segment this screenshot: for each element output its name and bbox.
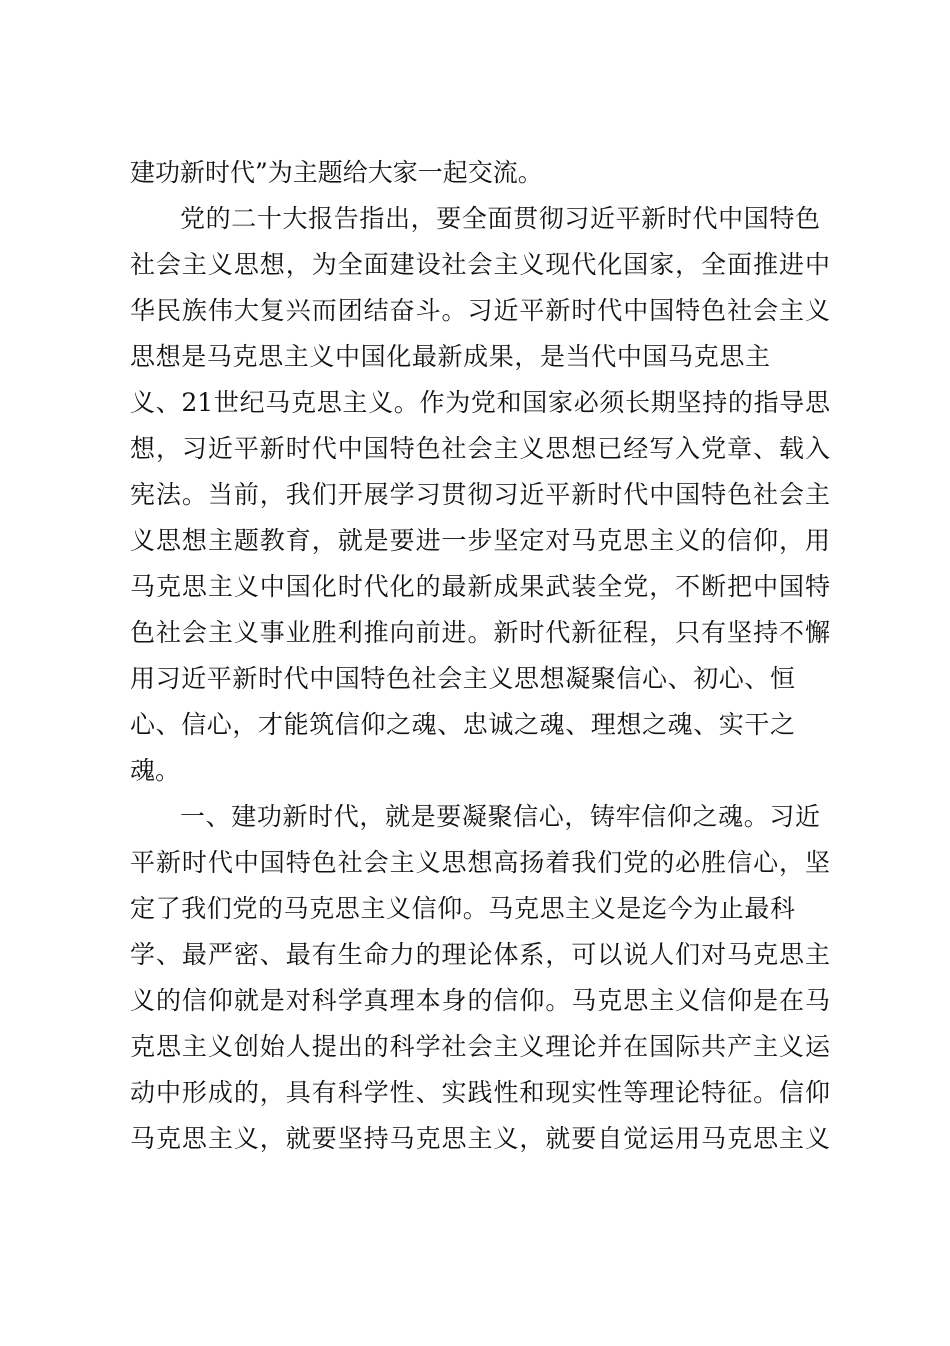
text-line-1: 建功新时代”为主题给大家一起交流。 bbox=[130, 158, 543, 187]
text-line-7: 想，习近平新时代中国特色社会主义思想已经写入党章、载入 bbox=[130, 434, 830, 463]
text-line-12: 用习近平新时代中国特色社会主义思想凝聚信心、初心、恒 bbox=[130, 664, 795, 693]
text-line-15: 一、建功新时代，就是要凝聚信心，铸牢信仰之魂。习近 bbox=[180, 802, 820, 831]
text-line-17: 定了我们党的马克思主义信仰。马克思主义是迄今为止最科 bbox=[130, 894, 795, 923]
text-line-18: 学、最严密、最有生命力的理论体系，可以说人们对马克思主 bbox=[130, 940, 830, 969]
text-line-3: 社会主义思想，为全面建设社会主义现代化国家，全面推进中 bbox=[130, 250, 830, 279]
text-line-16: 平新时代中国特色社会主义思想高扬着我们党的必胜信心，坚 bbox=[130, 848, 830, 877]
text-line-21: 动中形成的，具有科学性、实践性和现实性等理论特征。信仰 bbox=[130, 1078, 830, 1107]
text-line-6: 义、21世纪马克思主义。作为党和国家必须长期坚持的指导思 bbox=[130, 388, 830, 417]
text-line-11: 色社会主义事业胜利推向前进。新时代新征程，只有坚持不懈 bbox=[130, 618, 830, 647]
text-line-10: 马克思主义中国化时代化的最新成果武装全党，不断把中国特 bbox=[130, 572, 830, 601]
text-line-20: 克思主义创始人提出的科学社会主义理论并在国际共产主义运 bbox=[130, 1032, 830, 1061]
text-line-13: 心、信心，才能筑信仰之魂、忠诚之魂、理想之魂、实干之 bbox=[130, 710, 795, 739]
text-line-19: 义的信仰就是对科学真理本身的信仰。马克思主义信仰是在马 bbox=[130, 986, 830, 1015]
text-line-4: 华民族伟大复兴而团结奋斗。习近平新时代中国特色社会主义 bbox=[130, 296, 830, 325]
text-line-14: 魂。 bbox=[130, 756, 181, 785]
text-line-9: 义思想主题教育，就是要进一步坚定对马克思主义的信仰，用 bbox=[130, 526, 830, 555]
text-line-22: 马克思主义，就要坚持马克思主义，就要自觉运用马克思主义 bbox=[130, 1124, 830, 1153]
text-line-5: 思想是马克思主义中国化最新成果，是当代中国马克思主 bbox=[130, 342, 770, 371]
text-line-2: 党的二十大报告指出，要全面贯彻习近平新时代中国特色 bbox=[180, 204, 820, 233]
text-line-8: 宪法。当前，我们开展学习贯彻习近平新时代中国特色社会主 bbox=[130, 480, 830, 509]
